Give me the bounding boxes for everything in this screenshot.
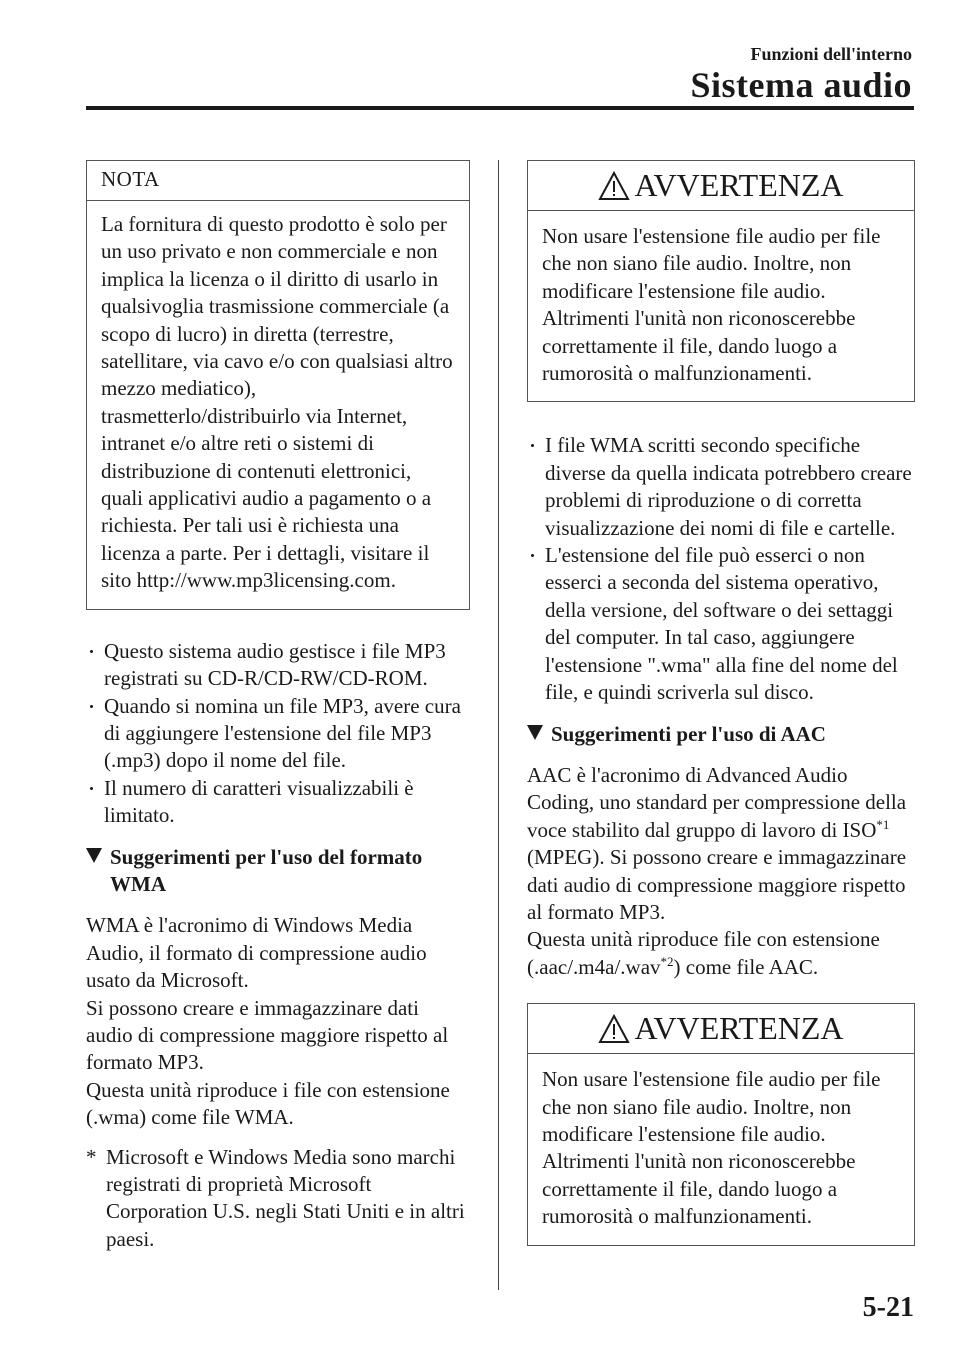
column-divider <box>498 160 499 1290</box>
warning-box <box>527 1003 915 1245</box>
header-section-label: Funzioni dell'interno <box>750 44 912 64</box>
warning-text: Non usare l'estensione file audio per file che non siano file audio. Inoltre, non modificare l'estensione file audio. Altrimenti l'unità non riconoscerebbe correttamente il file, dando luogo a rumorosità o malfunzionamenti. <box>542 1067 881 1229</box>
warning-icon <box>598 171 630 201</box>
left-column <box>86 160 470 1253</box>
aac-paragraph: Questa unità riproduce file con estensione (.aac/.m4a/.wav$^{*2}$) come file AAC. <box>527 927 880 979</box>
bullet-dot-icon <box>90 705 93 708</box>
warning-text: Non usare l'estensione file audio per file che non siano file audio. Inoltre, non modificare l'estensione file audio. Altrimenti l'unità non riconoscerebbe correttamente il file, dando luogo a rumorosità o malfunzionamenti. <box>542 224 881 386</box>
bullet-dot-icon <box>531 444 534 447</box>
wma-heading: Suggerimenti per l'uso del formato WMA <box>86 844 470 899</box>
note-title: NOTA <box>87 161 469 201</box>
bullet-dot-icon <box>531 554 534 557</box>
list-item: L'estensione del file può esserci o non esserci a seconda del sistema operativo, della versione, del software o dei settaggi del computer. In tal caso, aggiungere l'estensione ".wma" alla fine del nome del file, e quindi scriverla sul disco. <box>527 542 915 706</box>
wma-paragraph: Questa unità riproduce i file con estensione (.wma) come file WMA. <box>86 1077 450 1130</box>
header-rule <box>86 106 914 110</box>
triangle-down-icon <box>527 725 543 740</box>
wma-paragraph: Si possono creare e immagazzinare dati audio di compressione maggiore rispetto al formato MP3. <box>86 995 449 1075</box>
footnote-star: * <box>86 1144 97 1169</box>
warning-title: AVVERTENZA <box>528 1004 914 1054</box>
warning-title: AVVERTENZA <box>528 161 914 211</box>
page-number: 5-21 <box>862 1292 914 1323</box>
warning-box <box>527 160 915 402</box>
aac-paragraph: AAC è l'acronimo di Advanced Audio Coding, uno standard per compressione della voce stabilito dal gruppo di lavoro di ISO$^{*1}$ (MPEG). Si possono creare e immagazzinare dati audio di compressione maggiore rispetto al formato MP3. <box>527 762 907 924</box>
warning-icon <box>598 1014 630 1044</box>
right-column <box>527 160 915 1246</box>
bullet-dot-icon <box>90 650 93 653</box>
list-item: I file WMA scritti secondo specifiche diverse da quella indicata potrebbero creare problemi di riproduzione o di corretta visualizzazione dei nomi di file e cartelle. <box>527 432 915 542</box>
page-title: Sistema audio <box>690 65 912 105</box>
right-bullet-list <box>527 432 915 706</box>
wma-footnote: * Microsoft e Windows Media sono marchi registrati di proprietà Microsoft Corporation U.S. negli Stati Uniti e in altri paesi. <box>86 1144 465 1251</box>
triangle-down-icon <box>86 848 102 863</box>
left-bullet-list <box>86 638 470 830</box>
bullet-dot-icon <box>90 787 93 790</box>
note-text: La fornitura di questo prodotto è solo per un uso privato e non commerciale e non implica la licenza o il diritto di usarlo in qualsivoglia trasmissione commerciale (a scopo di lucro) in diretta (terrestre, satellitare, via cavo e/o con qualsiasi altro mezzo mediatico), trasmetterlo/distribuirlo via Internet, intranet e/o altre reti o sistemi di distribuzione di contenuti elettronici, quali applicativi audio a pagamento o a richiesta. Per tali usi è richiesta una licenza a parte. Per i dettagli, visitare il sito http://www.mp3licensing.com. <box>101 212 453 593</box>
list-item: Questo sistema audio gestisce i file MP3 registrati su CD-R/CD-RW/CD-ROM. <box>86 638 470 693</box>
note-box <box>86 160 470 610</box>
list-item: Il numero di caratteri visualizzabili è limitato. <box>86 775 470 830</box>
list-item: Quando si nomina un file MP3, avere cura di aggiungere l'estensione del file MP3 (.mp3) dopo il nome del file. <box>86 693 470 775</box>
aac-heading: Suggerimenti per l'uso di AAC <box>527 721 915 748</box>
wma-paragraph: WMA è l'acronimo di Windows Media Audio, il formato di compressione audio usato da Microsoft. <box>86 913 427 993</box>
